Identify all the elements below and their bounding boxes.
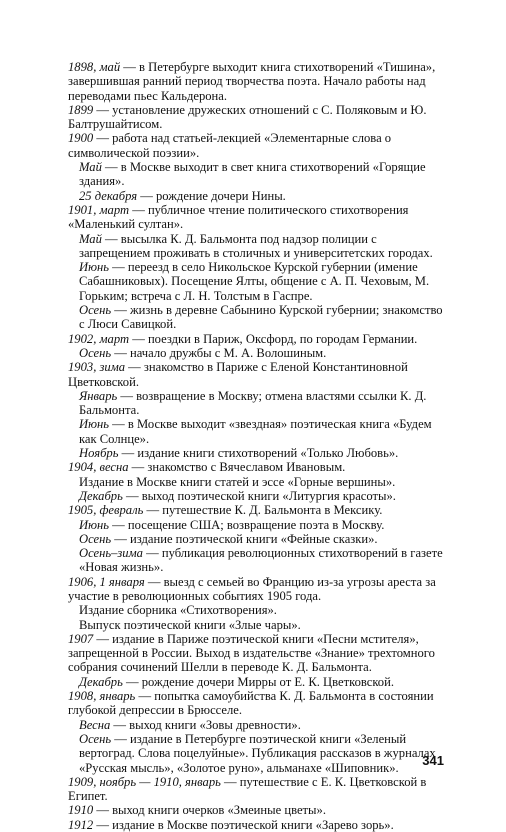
entry-text: — установление дружеских отношений с С. Поляковым и Ю. Балтрушайтисом. — [68, 102, 427, 132]
entry-date: Декабрь — [79, 674, 123, 689]
entry-date: 1907 — [68, 631, 94, 646]
entry-text: — знакомство в Париже с Еленой Константиновной Цветковской. — [68, 360, 408, 389]
entry — [79, 417, 443, 446]
entry — [79, 232, 443, 261]
entry-text: — издание в Москве поэтической книги «Зарево зорь». — [93, 817, 394, 832]
entry-date: 1906, 1 января — [68, 574, 145, 589]
entry — [79, 475, 443, 489]
entry-text: Издание в Москве книги статей и эссе «Горные вершины». — [79, 474, 396, 489]
entry-text: — выход книги «Зовы древности». — [110, 717, 301, 732]
entry-text: — выезд с семьей во Францию из-за угрозы ареста за участие в революционных событиях 1905 года. — [68, 574, 436, 603]
entry-text: — издание книги стихотворений «Только Любовь». — [118, 446, 399, 461]
entry-text: — возвращение в Москву; отмена властями ссылки К. Д. Бальмонта. — [79, 388, 427, 418]
entry-date: 1901, март — [68, 202, 130, 217]
entry — [79, 718, 443, 732]
entry-date: Июнь — [79, 260, 109, 275]
entry-text: — в Петербурге выходит книга стихотворений «Тишина», завершившая ранний период творчества поэта. Начало работы над переводами пьес Кальдерона. — [68, 60, 436, 103]
entry-date: 1902, март — [68, 331, 130, 346]
entry-text: — посещение США; возвращение поэта в Москву. — [108, 517, 385, 532]
entry-date: Осень — [79, 303, 112, 318]
entry-date: 1900 — [68, 131, 94, 146]
entry-date: 1912 — [68, 817, 94, 832]
entry-date: Осень–зима — [79, 546, 143, 561]
entry-date: 25 декабря — [79, 188, 138, 203]
entry — [79, 603, 443, 617]
entry — [79, 732, 443, 775]
entry-text: — попытка самоубийства К. Д. Бальмонта в состоянии глубокой депрессии в Брюсселе. — [68, 689, 434, 718]
entry — [79, 618, 443, 632]
entry-text: — публикация революционных стихотворений в газете «Новая жизнь». — [79, 546, 443, 575]
entry-date: Осень — [79, 345, 112, 360]
entry — [79, 160, 443, 189]
entry — [68, 775, 443, 804]
entry-text: — переезд в село Никольское Курской губернии (имение Сабашниковых). Посещение Ялты, общение с А. П. Чеховым, М. Горьким; встреча с Л. Н. Толстым в Гаспре. — [79, 260, 430, 303]
entry-date: Январь — [79, 388, 118, 403]
entry — [79, 303, 443, 332]
entry — [79, 389, 443, 418]
entry — [79, 675, 443, 689]
entry-date: Декабрь — [79, 488, 123, 503]
entry-date: Июнь — [79, 417, 109, 432]
entry-text: — публичное чтение политического стихотворения «Маленький султан». — [68, 202, 409, 232]
entry-text: — работа над статьей-лекцией «Элементарные слова о символической поэзии». — [68, 131, 392, 160]
entry-text: — знакомство с Вячеславом Ивановым. — [128, 460, 346, 475]
entry-text: — жизнь в деревне Сабынино Курской губернии; знакомство с Люси Савицкой. — [79, 303, 443, 332]
entry — [68, 103, 443, 132]
entry-text: — издание поэтической книги «Фейные сказки». — [111, 531, 378, 546]
entry-text: — издание в Петербурге поэтической книги «Зеленый вертоград. Слова поцелуйные». Публикация рассказов в журналах «Русская мысль», «Золотое руно», альманахе «Шиповник». — [79, 731, 436, 775]
entry-text: — путешествие с Е. К. Цветковской в Египет. — [68, 774, 427, 804]
entry-text: Издание сборника «Стихотворения». — [79, 603, 277, 618]
entry — [79, 189, 443, 203]
entry — [68, 332, 443, 346]
entry-date: 1899 — [68, 102, 94, 117]
entry — [79, 346, 443, 360]
entry — [79, 532, 443, 546]
entry-date: Май — [79, 160, 102, 175]
entry-text: — поездки в Париж, Оксфорд, по городам Германии. — [129, 331, 418, 346]
entry-date: Осень — [79, 531, 112, 546]
entry-date: Май — [79, 231, 102, 246]
entry — [68, 203, 443, 232]
chronology-list — [68, 60, 443, 832]
entry-date: 1905, февраль — [68, 503, 144, 518]
entry — [68, 575, 443, 604]
entry-date: 1909, ноябрь — 1910, январь — [68, 774, 221, 789]
entry-text: — издание в Париже поэтической книги «Песни мстителя», запрещенной в России. Выход в издательстве «Знание» трехтомного собрания сочинений Шелли в переводе К. Д. Бальмонта. — [68, 631, 435, 675]
entry-date: 1904, весна — [68, 460, 129, 475]
entry — [68, 818, 443, 832]
entry-text: — в Москве выходит в свет книга стихотворений «Горящие здания». — [79, 160, 426, 189]
entry — [68, 131, 443, 160]
entry — [68, 360, 443, 389]
entry-text: — выход поэтической книги «Литургия красоты». — [122, 488, 396, 503]
entry-text: — высылка К. Д. Бальмонта под надзор полиции с запрещением проживать в столичных и университетских городах. — [79, 231, 433, 260]
page-number: 341 — [422, 753, 444, 768]
entry-date: 1898, май — [68, 60, 121, 74]
entry-date: Июнь — [79, 517, 109, 532]
entry — [79, 446, 443, 460]
entry — [68, 503, 443, 517]
entry-date: Осень — [79, 731, 112, 746]
entry — [79, 489, 443, 503]
entry-text: — рождение дочери Мирры от Е. К. Цветковской. — [122, 674, 394, 689]
entry-text: — выход книги очерков «Змеиные цветы». — [93, 803, 326, 818]
entry — [68, 460, 443, 474]
entry-date: 1910 — [68, 803, 94, 818]
entry — [79, 546, 443, 575]
entry-text: Выпуск поэтической книги «Злые чары». — [79, 617, 301, 632]
entry-text: — рождение дочери Нины. — [137, 188, 286, 203]
entry-date: 1908, январь — [68, 689, 136, 704]
entry-text: — путешествие К. Д. Бальмонта в Мексику. — [143, 503, 383, 518]
entry-date: Весна — [79, 717, 111, 732]
entry — [79, 260, 443, 303]
entry-date: Ноябрь — [79, 446, 119, 461]
entry — [68, 60, 443, 103]
entry-date: 1903, зима — [68, 360, 126, 375]
entry — [68, 689, 443, 718]
entry — [68, 803, 443, 817]
entry-text: — начало дружбы с М. А. Волошиным. — [111, 345, 327, 360]
entry-text: — в Москве выходит «звездная» поэтическая книга «Будем как Солнце». — [79, 417, 432, 446]
entry — [68, 632, 443, 675]
entry — [79, 518, 443, 532]
